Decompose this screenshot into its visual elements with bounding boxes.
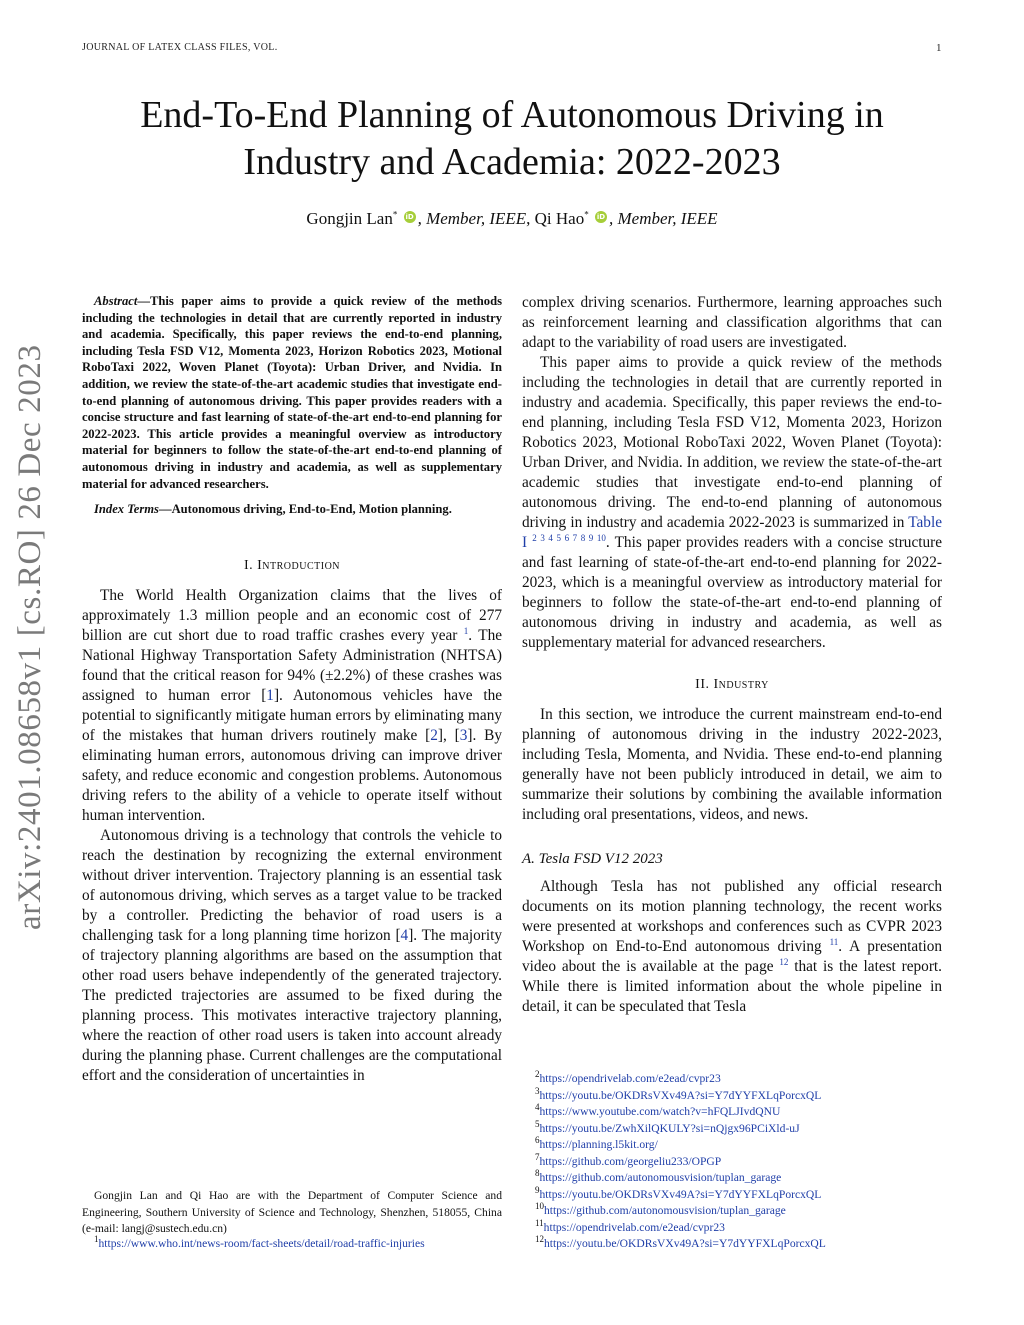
- author-line: [60, 209, 964, 229]
- orcid-icon[interactable]: iD: [596, 213, 606, 221]
- section-heading-introduction: I. Introduction: [243, 557, 341, 573]
- title-line-1: End-To-End Planning of Autonomous Driving in: [140, 94, 884, 136]
- intro-paragraph-2: Autonomous driving is a technology that controls the vehicle to reach the destination by recognizing the external environment without driver intervention. Trajectory planning is an essential task of autonomous driving, which serves as a target value to be tracked by a controller. Predicting the behavior of road users is a challenging task for a long planning time horizon [4]. The majority of trajectory planning algorithms are based on the assumption that other road users behave independently of the generated trajectory. The predicted trajectories are assumed to be fixed during the planning process. This motivates interactive trajectory planning, where the reaction of other road users is taken into account already during the planning phase. Current challenges are the computational effort and the consideration of uncertainties in: [82, 826, 502, 1084]
- author-2-mark: *: [584, 209, 589, 220]
- intro-paragraph-1: The World Health Organization claims that the lives of approximately 1.3 million people and an economic cost of 277 billion are cut short due to road traffic crashes every year $^1$. The National Highway Transportation Safety Administration (NHTSA) found that the critical reason for 94% (±2.2%) of these crashes was assigned to human error [1]. Autonomous vehicles have the potential to significantly mitigate human errors by eliminating many of the mistakes that human drivers routinely make [2], [3]. By eliminating human errors, autonomous driving can improve driver safety, and reduce economic and congestion problems. Autonomous driving refers to the ability of a vehicle to operate itself without human intervention.: [82, 586, 503, 824]
- left-column: [82, 293, 502, 1086]
- abstract: [82, 293, 502, 518]
- footnote-link-12[interactable]: 12: [779, 956, 789, 967]
- footnote-link-1[interactable]: 1: [463, 625, 469, 636]
- citation-3[interactable]: 3: [459, 726, 468, 744]
- footnote-12: $^{12}$https://youtu.be/OKDRsVXv49A?si=Y7dYYFXLqPorcxQL: [535, 1234, 826, 1250]
- footnote-4: $^4$https://www.youtube.com/watch?v=hFQLJIvdQNU: [535, 1102, 781, 1118]
- continued-paragraph: complex driving scenarios. Furthermore, learning approaches such as reinforcement learning and classification algorithms that can adapt to the variability of road users are investigated.: [522, 294, 942, 351]
- title-line-2: Industry and Academia: 2022-2023: [243, 141, 781, 183]
- footnote-8: $^8$https://github.com/autonomousvision/tuplan_garage: [535, 1168, 782, 1184]
- paper-title: [60, 92, 964, 186]
- page-number: 1: [936, 42, 942, 54]
- footnote-url-1[interactable]: https://www.who.int/news-room/fact-sheets/detail/road-traffic-injuries: [98, 1237, 425, 1250]
- author-2: , Qi Hao: [526, 209, 585, 228]
- running-header: JOURNAL OF LATEX CLASS FILES, VOL.: [82, 42, 278, 53]
- citation-1[interactable]: 1: [266, 686, 274, 704]
- footnote-6: $^6$https://planning.l5kit.org/: [535, 1135, 658, 1151]
- author-1: Gongjin Lan: [306, 209, 393, 228]
- orcid-icon[interactable]: iD: [405, 213, 414, 221]
- footnote-3: $^3$https://youtu.be/OKDRsVXv49A?si=Y7dYYFXLqPorcxQL: [535, 1085, 822, 1102]
- tesla-paragraph: Although Tesla has not published any official research documents on its motion planning technology, the recent works were presented at workshops and conferences such as CVPR 2023 Workshop on End-to-End autonomous driving $^{11}$. A presentation video about the is available at the page $^{12}$ that is the latest report. While there is limited information about the whole pipeline in detail, it can be speculated that Tesla: [522, 878, 942, 1015]
- author-1-role: , Member, IEEE: [417, 209, 527, 228]
- footnotes-right: [535, 1071, 955, 1253]
- section-heading-industry: II. Industry: [695, 677, 769, 692]
- aims-paragraph: This paper aims to provide a quick review of the methods including the technologies in detail that are currently reported in industry and academia. Specifically, this paper reviews the end-to-end planning, including Tesla FSD V12, Momenta 2023, Horizon Robotics 2023, Motional RoboTaxi 2022, Woven Planet (Toyota): Urban Driver, and Nvidia. In addition, we review the state-of-the-art academic studies that investigate end-to-end planning of autonomous driving. The end-to-end planning of autonomous driving in industry and academia 2022-2023 is summarized in Table I $^{2 3 4 5 6 7 8 9 10}$. This paper provides readers with a concise structure and fast learning of state-of-the-art end-to-end planning for 2022-2023, which is a meaningful overview as introductory material for beginners to follow the state-of-the-art end-to-end planning of autonomous driving in industry and academia, as well as supplementary material for advanced researchers.: [522, 354, 943, 651]
- industry-paragraph: In this section, we introduce the current mainstream end-to-end planning of autonomous driving in the industry 2022-2023, including Tesla, Momenta, and Nvidia. These end-to-end planning generally have not been publicly introduced in detail, we aim to summarize their solutions by combining the available information including oral presentations, videos, and news.: [522, 706, 942, 823]
- author-2-role: , Member, IEEE: [608, 209, 718, 228]
- index-terms-text: —Autonomous driving, End-to-End, Motion planning.: [158, 502, 452, 517]
- affiliation-note: Gongjin Lan and Qi Hao are with the Department of Computer Science and Engineering, Southern University of Science and Technology, Shenzhen, 518055, China (e-mail: langj@sustech.edu.cn): [82, 1189, 502, 1235]
- footnote-9: $^9$https://youtu.be/OKDRsVXv49A?si=Y7dYYFXLqPorcxQL: [535, 1184, 822, 1201]
- footnote-10: $^{10}$https://github.com/autonomousvision/tuplan_garage: [535, 1201, 786, 1217]
- subsection-heading-tesla: A. Tesla FSD V12 2023: [522, 851, 663, 867]
- footnote-link-11[interactable]: 11: [829, 936, 839, 947]
- footnote-5: $^5$https://youtu.be/ZwhXilQKULY?si=nQjgx96PCiXld-uJ: [535, 1118, 800, 1135]
- abstract-label: Abstract: [94, 294, 138, 308]
- index-terms-label: Index Terms: [94, 502, 159, 517]
- citation-2[interactable]: 2: [430, 726, 438, 744]
- right-column: [522, 293, 942, 1017]
- footnote-2: $^2$https://opendrivelab.com/e2ead/cvpr23: [535, 1069, 721, 1085]
- arxiv-stamp: arXiv:2401.08658v1 [cs.RO] 26 Dec 2023: [12, 344, 48, 930]
- footnote-7: $^7$https://github.com/georgeliu233/OPGP: [535, 1151, 722, 1168]
- author-1-mark: *: [392, 209, 398, 220]
- table-link[interactable]: Table I: [522, 514, 942, 551]
- abstract-text: —This paper aims to provide a quick review of the methods including the technologies in detail that are currently reported in industry and academia. Specifically, this paper reviews the end-to-end planning, including Tesla FSD V12, Momenta 2023, Horizon Robotics 2023, Motional RoboTaxi 2022, Woven Planet (Toyota): Urban Driver, and Nvidia. In addition, we review the state-of-the-art academic studies that investigate end-to-end planning of autonomous driving. This paper provides readers with a concise structure and fast learning of state-of-the-art end-to-end planning for 2022-2023. This article provides a meaningful overview as introductory material for beginners to follow the state-of-the-art end-to-end planning of autonomous driving in industry and academia, as well as supplementary material for advanced researchers.: [82, 294, 502, 491]
- footnote-11: $^{11}$https://opendrivelab.com/e2ead/cvpr23: [535, 1217, 725, 1234]
- citation-4[interactable]: 4: [400, 926, 409, 944]
- footnote-links-2-10[interactable]: 2 3 4 5 6 7 8 9 10: [532, 532, 606, 543]
- footnote-1: $^1$https://www.who.int/news-room/fact-sheets/detail/road-traffic-injuries: [94, 1234, 425, 1250]
